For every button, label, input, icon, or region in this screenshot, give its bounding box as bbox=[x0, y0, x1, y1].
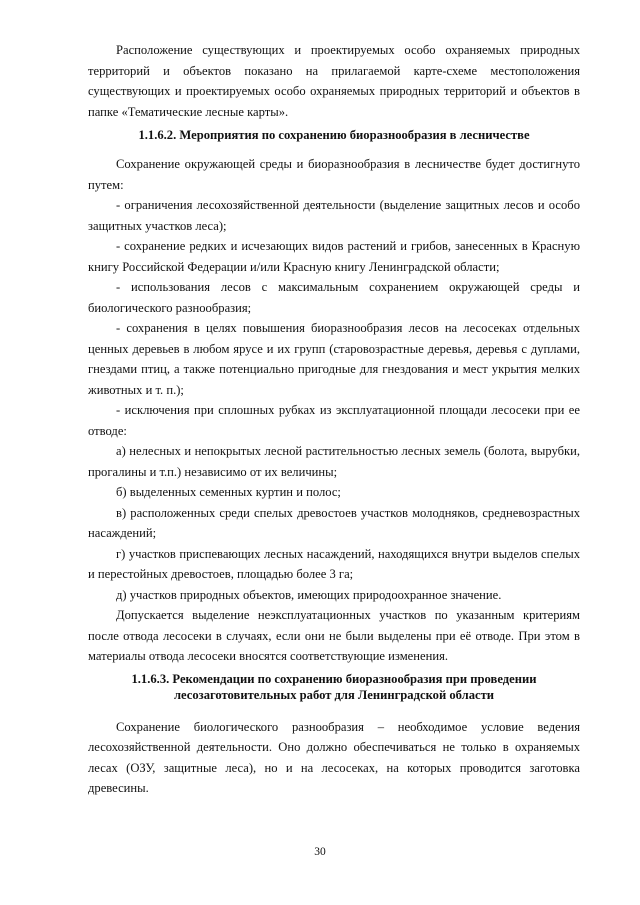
heading-line-1: 1.1.6.3. Рекомендации по сохранению биоразнообразия при проведении bbox=[131, 671, 537, 686]
paragraph-intro: Расположение существующих и проектируемых особо охраняемых природных территорий и объектов показано на прилагаемой карте-схеме местоположения существующих и проектируемых особо охраняемых природных территорий и объектов в папке «Тематические лесные карты». bbox=[88, 43, 580, 119]
list-item: - ограничения лесохозяйственной деятельности (выделение защитных лесов и особо защитных участков леса); bbox=[88, 198, 580, 233]
sub-list-item: а) нелесных и непокрытых лесной растительностью лесных земель (болота, вырубки, прогалины и т.п.) независимо от их величины; bbox=[88, 444, 580, 479]
list-item: - исключения при сплошных рубках из эксплуатационной площади лесосеки при ее отводе: bbox=[88, 403, 580, 438]
paragraph: Допускается выделение неэксплуатационных участков по указанным критериям после отвода лесосеки в случаях, если они не были выделены при её отводе. При этом в материалы отвода лесосеки вносятся соответствующие изменения. bbox=[88, 608, 580, 663]
section-heading-1-1-6-3 bbox=[88, 671, 580, 703]
sub-list-item: б) выделенных семенных куртин и полос; bbox=[116, 485, 341, 499]
sub-list-item: в) расположенных среди спелых древостоев участков молодняков, средневозрастных насаждений; bbox=[88, 505, 580, 540]
heading-line-2: лесозаготовительных работ для Ленинградской области bbox=[173, 687, 495, 702]
paragraph: Сохранение окружающей среды и биоразнообразия в лесничестве будет достигнуто путем: bbox=[88, 157, 580, 192]
section-heading-1-1-6-2: 1.1.6.2. Мероприятия по сохранению биоразнообразия в лесничестве bbox=[138, 128, 530, 142]
list-item: - использования лесов с максимальным сохранением окружающей среды и биологического разнообразия; bbox=[88, 280, 580, 315]
page-number: 30 bbox=[314, 846, 326, 858]
paragraph: Сохранение биологического разнообразия – необходимое условие ведения лесохозяйственной деятельности. Оно должно обеспечиваться не только в охраняемых лесах (ОЗУ, защитные леса), но и на лесосеках, на которых проводится заготовка древесины. bbox=[88, 719, 580, 795]
list-item: - сохранения в целях повышения биоразнообразия лесов на лесосеках отдельных ценных деревьев в любом ярусе и их групп (старовозрастные деревья, деревья с дуплами, гнездами птиц, а также потенциально пригодные для гнездования и мест укрытия мелких животных и т. п.); bbox=[88, 321, 580, 397]
sub-list-item: д) участков природных объектов, имеющих природоохранное значение. bbox=[116, 587, 502, 602]
sub-list-item: г) участков приспевающих лесных насаждений, находящихся внутри выделов спелых и перестойных древостоев, площадью более 3 га; bbox=[88, 546, 580, 581]
list-item: - сохранение редких и исчезающих видов растений и грибов, занесенных в Красную книгу Российской Федерации и/или Красную книгу Ленинградской области; bbox=[88, 239, 580, 274]
